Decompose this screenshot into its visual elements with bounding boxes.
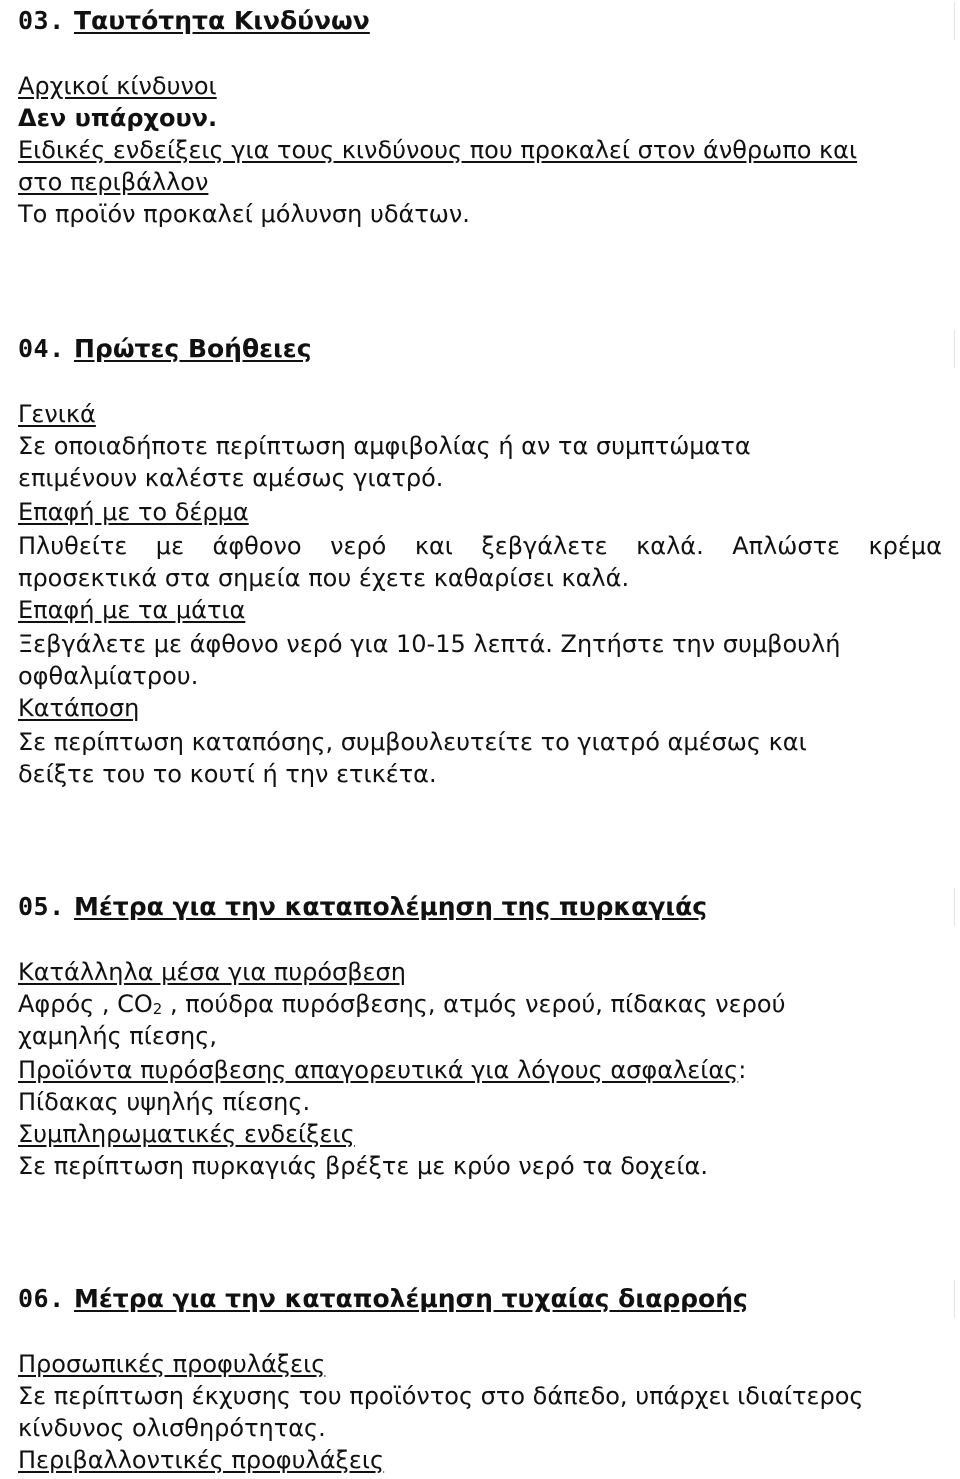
section-title: Ταυτότητα Κινδύνων	[74, 6, 370, 35]
skin-contact-text-line-2: προσεκτικά στα σημεία που έχετε καθαρίσει καλά.	[18, 564, 630, 592]
personal-precautions-text-line-2: κίνδυνος ολισθηρότητας.	[18, 1414, 326, 1442]
ingestion-text-line-1: Σε περίπτωση καταπόσης, συμβουλευτείτε το γιατρό αμέσως και	[18, 728, 807, 756]
skin-contact-text-line-1	[18, 530, 942, 562]
section-header-04	[0, 330, 955, 368]
text-part: , πούδρα πυρόσβεσης, ατμός νερού, πίδακας νερού	[162, 990, 786, 1018]
section-number: 03.	[18, 6, 65, 35]
personal-precautions-text-line-1: Σε περίπτωση έκχυσης του προϊόντος στο δάπεδο, υπάρχει ιδιαίτερος	[18, 1382, 864, 1410]
special-hazards-heading-line-2: στο περιβάλλον	[18, 168, 209, 196]
general-heading: Γενικά	[18, 400, 96, 428]
colon: :	[738, 1056, 747, 1084]
co2-subscript: 2	[152, 1000, 163, 1018]
section-number: 04.	[18, 334, 65, 363]
ingestion-heading: Κατάποση	[18, 694, 140, 722]
word: Απλώστε	[732, 532, 840, 560]
personal-precautions-heading: Προσωπικές προφυλάξεις	[18, 1350, 326, 1378]
section-header-03	[0, 2, 955, 40]
section-title: Μέτρα για την καταπολέμηση τυχαίας διαρροής	[74, 1284, 748, 1313]
forbidden-extinguishing-heading-line	[18, 1054, 746, 1086]
eye-contact-text-line-2: οφθαλμίατρου.	[18, 662, 199, 690]
skin-contact-heading: Επαφή με το δέρμα	[18, 498, 249, 526]
word: καλά.	[636, 532, 704, 560]
section-title: Μέτρα για την καταπολέμηση της πυρκαγιάς	[74, 892, 708, 921]
environmental-precautions-heading: Περιβαλλοντικές προφυλάξεις	[18, 1446, 385, 1474]
primary-hazards-text: Δεν υπάρχουν.	[18, 104, 218, 132]
word: κρέμα	[868, 532, 942, 560]
suitable-extinguishing-text-line-1	[18, 988, 785, 1020]
text-part: Αφρός , CO	[18, 990, 153, 1018]
word: Πλυθείτε	[18, 532, 128, 560]
eye-contact-heading: Επαφή με τα μάτια	[18, 596, 246, 624]
word: νερό	[330, 532, 387, 560]
additional-info-text: Σε περίπτωση πυρκαγιάς βρέξτε με κρύο νερό τα δοχεία.	[18, 1152, 708, 1180]
section-title: Πρώτες Βοήθειες	[74, 334, 312, 363]
word: άφθονο	[212, 532, 302, 560]
special-hazards-heading-line-1: Ειδικές ενδείξεις για τους κινδύνους που προκαλεί στον άνθρωπο και	[18, 136, 858, 164]
general-text-line-2: επιμένουν καλέστε αμέσως γιατρό.	[18, 464, 444, 492]
special-hazards-text: Το προϊόν προκαλεί μόλυνση υδάτων.	[18, 200, 470, 228]
word: με	[155, 532, 185, 560]
forbidden-extinguishing-text: Πίδακας υψηλής πίεσης.	[18, 1088, 311, 1116]
section-header-05	[0, 888, 955, 926]
general-text-line-1: Σε οποιαδήποτε περίπτωση αμφιβολίας ή αν τα συμπτώματα	[18, 432, 751, 460]
ingestion-text-line-2: δείξτε του το κουτί ή την ετικέτα.	[18, 760, 437, 788]
section-number: 05.	[18, 892, 65, 921]
section-header-06	[0, 1280, 955, 1318]
eye-contact-text-line-1: Ξεβγάλετε με άφθονο νερό για 10-15 λεπτά. Ζητήστε την συμβουλή	[18, 630, 841, 658]
additional-info-heading: Συμπληρωματικές ενδείξεις	[18, 1120, 355, 1148]
section-number: 06.	[18, 1284, 65, 1313]
primary-hazards-heading: Αρχικοί κίνδυνοι	[18, 72, 217, 100]
forbidden-extinguishing-heading: Προϊόντα πυρόσβεσης απαγορευτικά για λόγους ασφαλείας	[18, 1056, 739, 1084]
word: και	[414, 532, 453, 560]
word: ξεβγάλετε	[481, 532, 608, 560]
suitable-extinguishing-heading: Κατάλληλα μέσα για πυρόσβεση	[18, 958, 406, 986]
suitable-extinguishing-text-line-2: χαμηλής πίεσης,	[18, 1022, 217, 1050]
